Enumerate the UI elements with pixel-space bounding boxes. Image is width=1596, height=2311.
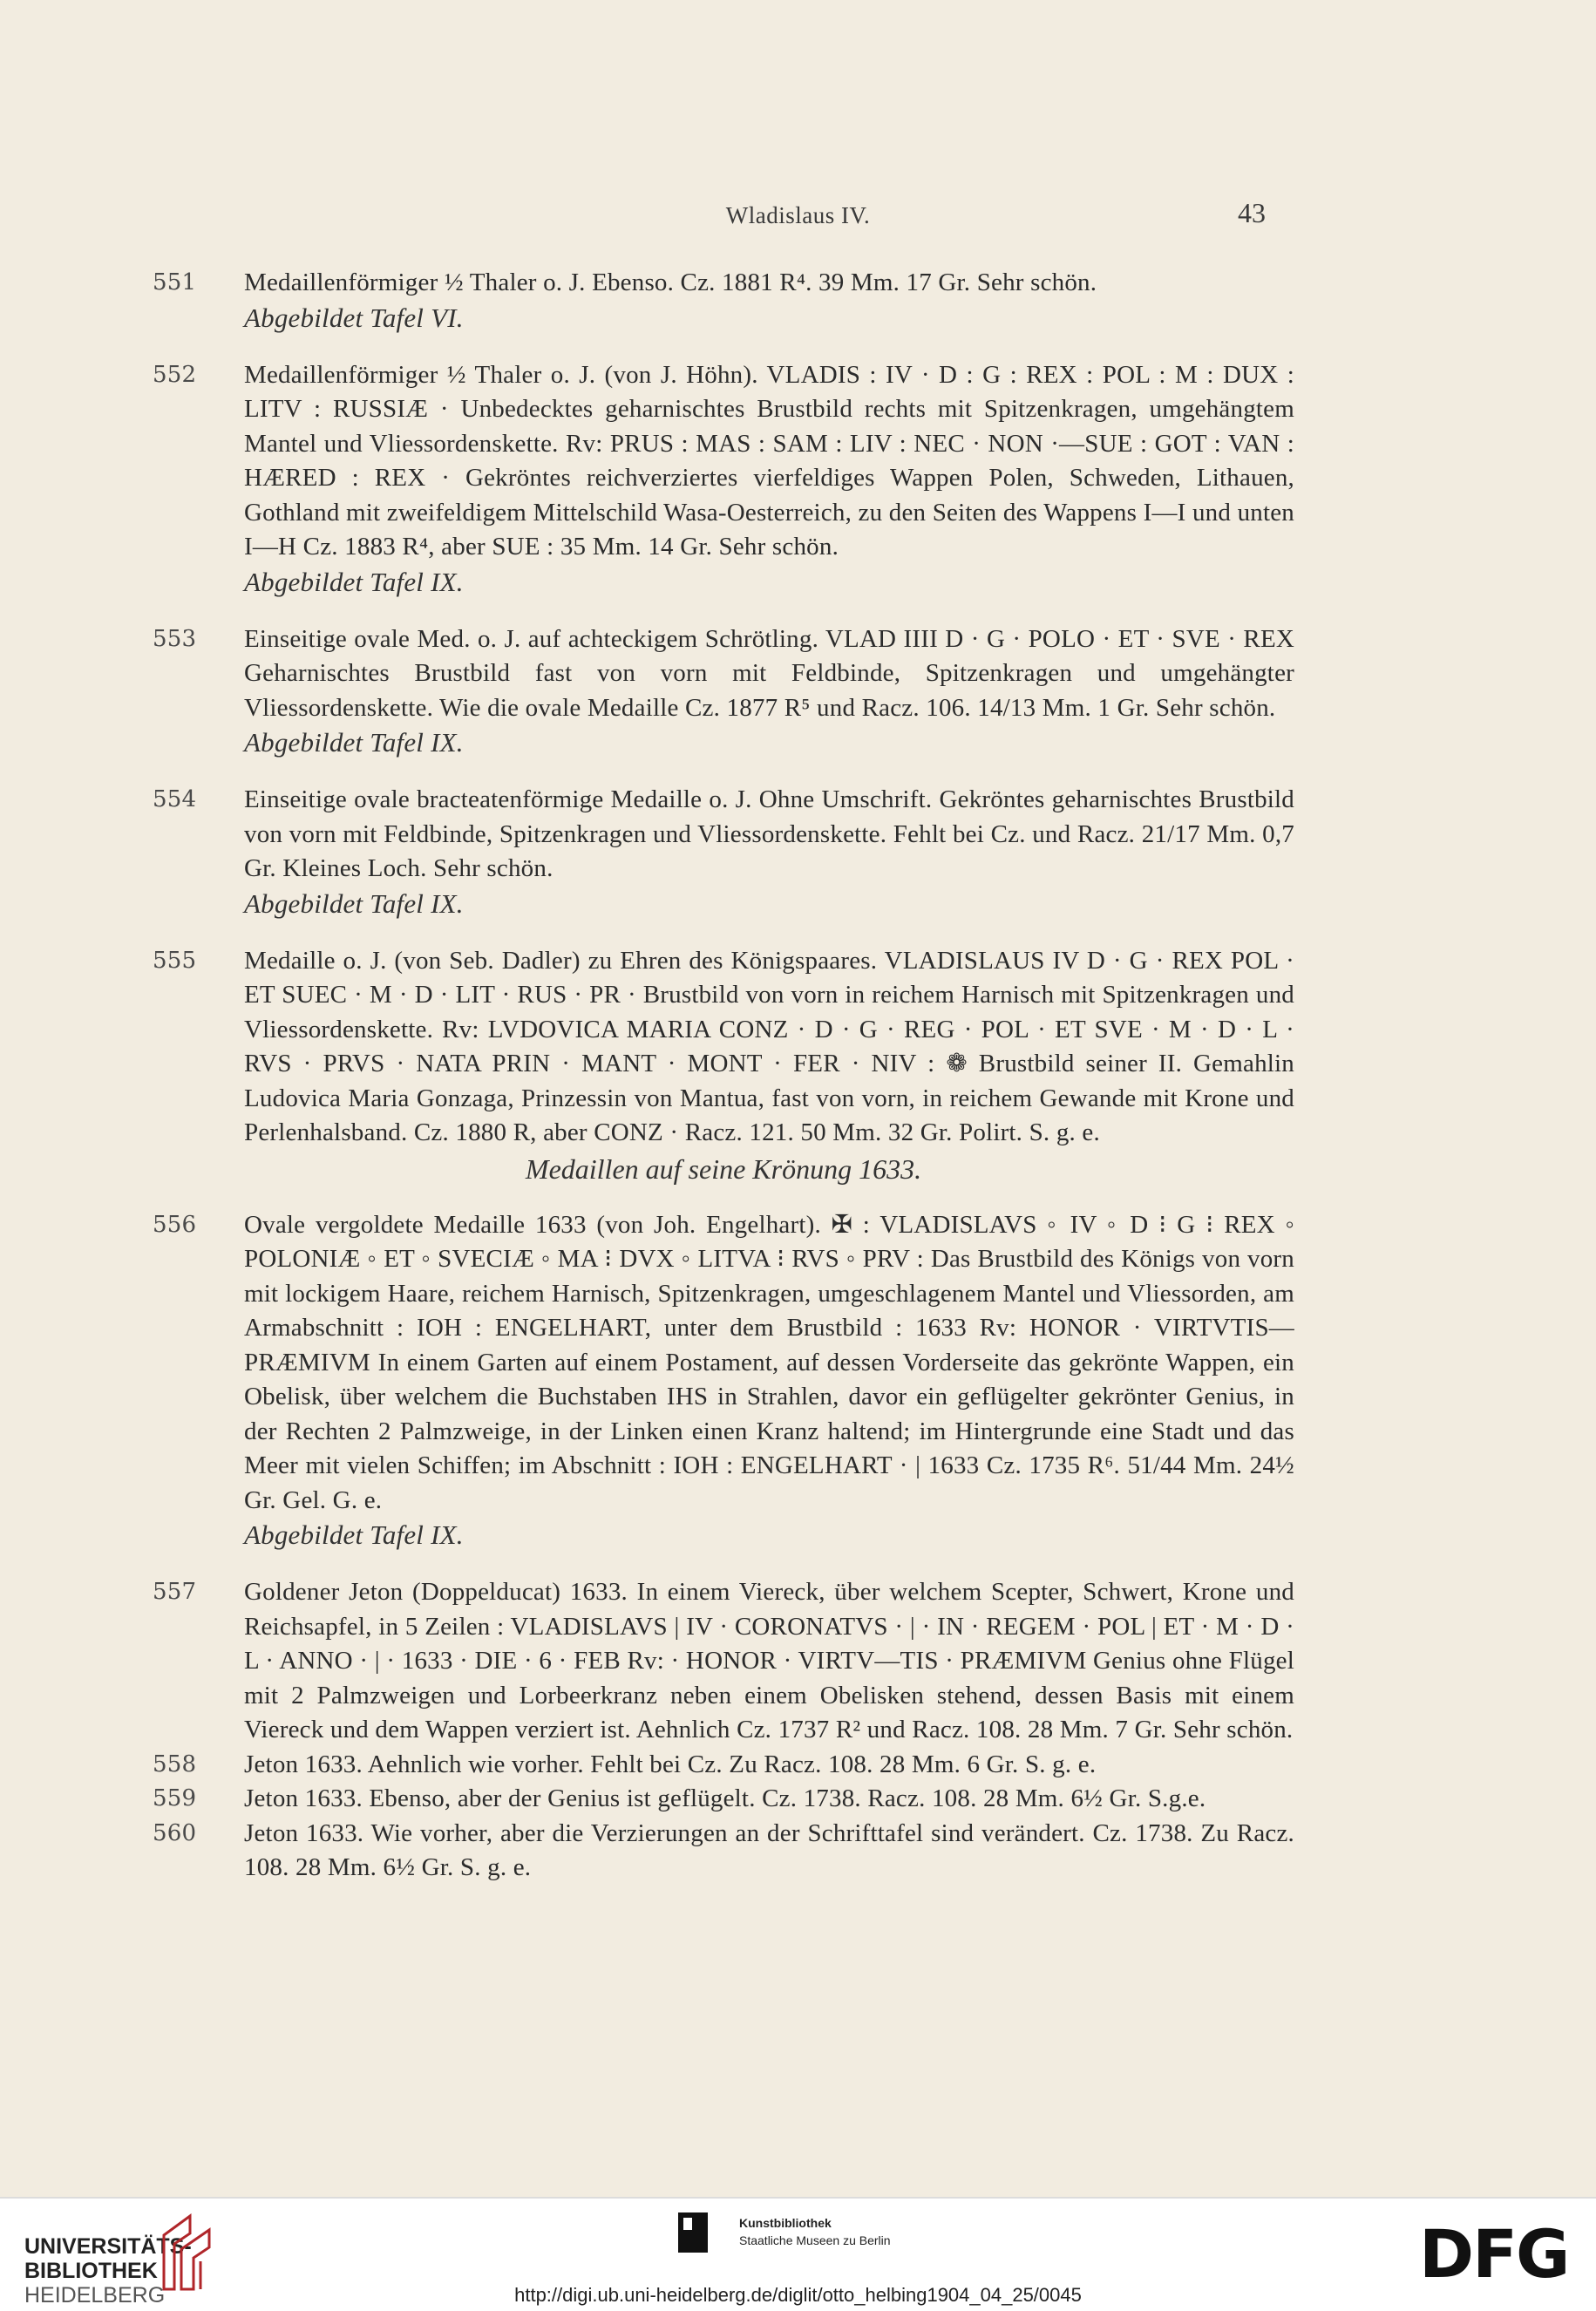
- entry-text: Ovale vergoldete Medaille 1633 (von Joh. Engelhart). ✠ : VLADISLAVS ◦ IV ◦ D ⁝ G ⁝ REX ◦ POLONIÆ ◦ ET ◦ SVECIÆ ◦ MA ⁝ DVX ◦ LITVA ⁝ RVS ◦ PRV : Das Brustbild des Königs von vorn mit lockigem Haare, reichem Harnisch, Spitzenkragen, umgeschlagenem Mantel und Vliessorden, am Armabschnitt : IOH : ENGELHART, unter dem Brustbild : 1633 Rv: HONOR · VIRTVTIS—PRÆMIVM In einem Garten auf einem Postament, auf dessen Vorderseite das gekrönte Wappen, ein Obelisk, über welchem die Buchstaben IHS in Strahlen, davor ein geflügelter gekrönter Genius, in der Rechten 2 Palmzweige, in der Linken einen Kranz haltend; im Hintergrunde eine Stadt und das Meer mit vielen Schiffen; im Abschnitt : IOH : ENGELHART · | 1633 Cz. 1735 R⁶. 51/44 Mm. 24½ Gr. Gel. G. e.: [244, 1210, 1294, 1514]
- plate-reference: Abgebildet Tafel IX.: [244, 566, 464, 597]
- catalog-entry: [153, 783, 1294, 921]
- entry-number: 551: [153, 269, 197, 296]
- catalog-entry: [153, 622, 1294, 761]
- plate-reference: Abgebildet Tafel IX.: [244, 1519, 464, 1550]
- running-header-title: Wladislaus IV.: [725, 202, 871, 228]
- entry-number: 552: [153, 361, 197, 388]
- entry-number: 554: [153, 786, 197, 812]
- entry-text: Medaillenförmiger ½ Thaler o. J. Ebenso. Cz. 1881 R⁴. 39 Mm. 17 Gr. Sehr schön.: [244, 268, 1097, 296]
- entry-number: 555: [153, 947, 197, 974]
- kunstbibliothek-logo-icon: [678, 2212, 708, 2253]
- catalog-entry: [153, 944, 1294, 1151]
- ub-logo-line: BIBLIOTHEK: [24, 2259, 158, 2283]
- dfg-logo[interactable]: DFG: [1419, 2215, 1569, 2293]
- ub-logo-mark-icon: [155, 2209, 225, 2296]
- page-number: 43: [1238, 197, 1266, 228]
- permalink-url[interactable]: http://digi.ub.uni-heidelberg.de/diglit/otto_helbing1904_04_25/0045: [514, 2284, 1082, 2306]
- entry-number: 559: [153, 1785, 197, 1811]
- entry-number: 557: [153, 1579, 197, 1605]
- entry-number: 556: [153, 1211, 197, 1238]
- entry-number: 553: [153, 625, 197, 652]
- kb-logo-line: Staatliche Museen zu Berlin: [739, 2233, 891, 2247]
- entry-number: 560: [153, 1819, 197, 1846]
- entry-text: Jeton 1633. Ebenso, aber der Genius ist geflügelt. Cz. 1738. Racz. 108. 28 Mm. 6½ Gr. S.g.e.: [244, 1784, 1206, 1812]
- catalog-entry: [153, 1817, 1294, 1886]
- catalog-entry: [153, 1208, 1294, 1553]
- catalog-entry: [153, 358, 1294, 600]
- catalog-entry: [153, 266, 1294, 336]
- entry-text: Einseitige ovale bracteatenförmige Medaille o. J. Ohne Umschrift. Gekröntes geharnischtes Brustbild von vorn mit Feldbinde, Spitzenkragen und Vliessordenskette. Fehlt bei Cz. und Racz. 21/17 Mm. 0,7 Gr. Kleines Loch. Sehr schön.: [244, 785, 1294, 882]
- entry-text: Jeton 1633. Wie vorher, aber die Verzierungen an der Schrifttafel sind verändert. Cz. 1738. Zu Racz. 108. 28 Mm. 6½ Gr. S. g. e.: [244, 1818, 1294, 1881]
- catalog-entry: [153, 1782, 1294, 1817]
- entry-text: Einseitige ovale Med. o. J. auf achteckigem Schrötling. VLAD IIII D · G · POLO · ET · SVE · REX Geharnischtes Brustbild fast von vorn mit Feldbinde, Spitzenkragen und umgehängter Vliessordenskette. Wie die ovale Medaille Cz. 1877 R⁵ und Racz. 106. 14/13 Mm. 1 Gr. Sehr schön.: [244, 624, 1294, 722]
- entry-text: Jeton 1633. Aehnlich wie vorher. Fehlt bei Cz. Zu Racz. 108. 28 Mm. 6 Gr. S. g. e.: [244, 1750, 1097, 1778]
- ub-logo-line: HEIDELBERG: [24, 2283, 166, 2308]
- entry-number: 558: [153, 1750, 197, 1777]
- plate-reference: Abgebildet Tafel VI.: [244, 302, 464, 333]
- footer-divider: [0, 2197, 1596, 2199]
- catalog-entry: [153, 1575, 1294, 1748]
- ub-logo-line: UNIVERSITÄTS-: [24, 2234, 192, 2259]
- entry-text: Medaillenförmiger ½ Thaler o. J. (von J. Höhn). VLADIS : IV · D : G : REX : POL : M : DUX : LITV : RUSSIÆ · Unbedecktes geharnischtes Brustbild rechts mit Spitzenkragen, umgehängtem Mantel und Vliessordenskette. Rv: PRUS : MAS : SAM : LIV : NEC · NON ·—SUE : GOT : VAN : HÆRED : REX · Gekröntes reichverziertes vierfeldiges Wappen Polen, Schweden, Lithauen, Gothland mit zweifeldigem Mittelschild Wasa-Oesterreich, zu den Seiten des Wappens I—I und unten I—H Cz. 1883 R⁴, aber SUE : 35 Mm. 14 Gr. Sehr schön.: [244, 360, 1294, 561]
- entry-text: Medaille o. J. (von Seb. Dadler) zu Ehren des Königspaares. VLADISLAUS IV D · G · REX POL · ET SUEC · M · D · LIT · RUS · PR · Brustbild von vorn in reichem Harnisch mit Spitzenkragen und Vliessordenskette. Rv: LVDOVICA MARIA CONZ · D · G · REG · POL · ET SVE · M · D · L · RVS · PRVS · NATA PRIN · MANT · MONT · FER · NIV : ❁ Brustbild seiner II. Gemahlin Ludovica Maria Gonzaga, Prinzessin von Mantua, fast von vorn, in reichem Gewande mit Krone und Perlenhalsband. Cz. 1880 R, aber CONZ · Racz. 121. 50 Mm. 32 Gr. Polirt. S. g. e.: [244, 946, 1294, 1146]
- catalog-entry: [153, 1748, 1294, 1783]
- section-heading: Medaillen auf seine Krönung 1633.: [525, 1152, 922, 1185]
- kunstbibliothek-logo[interactable]: [739, 2214, 891, 2249]
- plate-reference: Abgebildet Tafel IX.: [244, 727, 464, 758]
- catalog-entries: [153, 266, 1294, 1886]
- kb-logo-line: Kunstbibliothek: [739, 2216, 832, 2230]
- entry-text: Goldener Jeton (Doppelducat) 1633. In einem Viereck, über welchem Scepter, Schwert, Krone und Reichsapfel, in 5 Zeilen : VLADISLAVS | IV · CORONATVS · | · IN · REGEM · POL | ET · M · D · L · ANNO · | · 1633 · DIE · 6 · FEB Rv: · HONOR · VIRTV—TIS · PRÆMIVM Genius ohne Flügel mit 2 Palmzweigen und Lorbeerkranz neben einem Obelisken stehend, dessen Basis mit einem Viereck und dem Wappen verziert ist. Aehnlich Cz. 1737 R² und Racz. 108. 28 Mm. 7 Gr. Sehr schön.: [244, 1578, 1294, 1743]
- plate-reference: Abgebildet Tafel IX.: [244, 887, 464, 919]
